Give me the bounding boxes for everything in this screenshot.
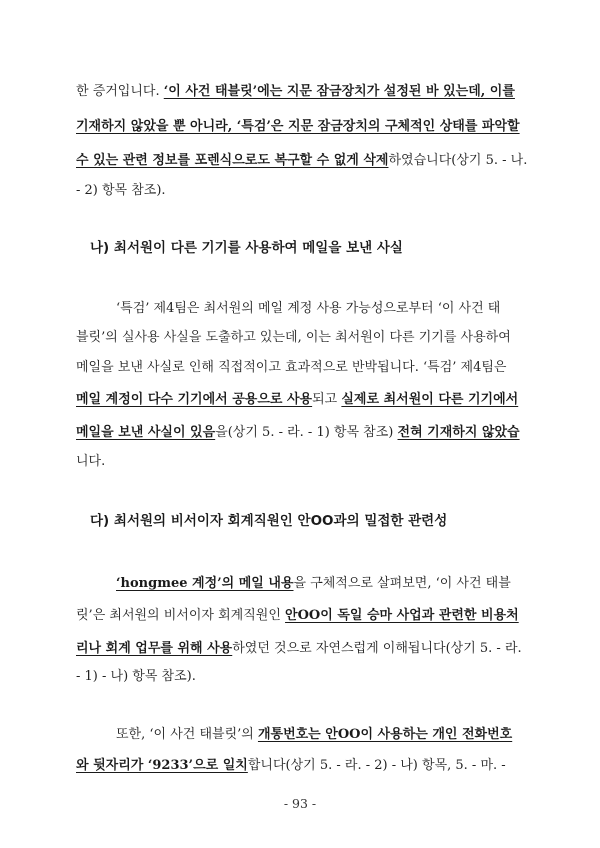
page-number: - 93 - bbox=[283, 796, 317, 811]
paragraph-line bbox=[76, 668, 196, 686]
emphasized-text: 기재하지 않았을 뿐 아니라, ‘특검’은 지문 잠금장치의 구체적인 상태를 파악할 bbox=[76, 119, 520, 134]
plain-text: - 1) - 나) 항목 참조). bbox=[76, 669, 196, 684]
paragraph-line bbox=[76, 453, 105, 471]
paragraph-line bbox=[76, 182, 166, 200]
paragraph-line bbox=[76, 329, 511, 347]
paragraph-line bbox=[76, 757, 506, 775]
plain-text: 릿’은 최서원의 비서이자 회계직원인 bbox=[76, 608, 286, 623]
paragraph-line bbox=[76, 391, 518, 409]
paragraph-line bbox=[76, 83, 515, 101]
plain-text: 되고 bbox=[312, 392, 342, 407]
paragraph-line bbox=[76, 640, 522, 658]
plain-text: 메일을 보낸 사실로 인해 직접적이고 효과적으로 반박됩니다. ‘특검’ 제4팀은 bbox=[76, 360, 507, 375]
paragraph-line bbox=[76, 607, 519, 625]
emphasized-text: 안OO이 독일 승마 사업과 관련한 비용처 bbox=[285, 608, 519, 623]
plain-text: 하였습니다(상기 5. - 나. bbox=[388, 153, 528, 168]
emphasized-text: ‘hongmee 계정’의 메일 내용 bbox=[116, 576, 294, 591]
plain-text: 하였던 것으로 자연스럽게 이해됩니다(상기 5. - 라. bbox=[232, 641, 522, 656]
paragraph-line bbox=[76, 424, 520, 442]
paragraph-line bbox=[116, 575, 511, 593]
emphasized-text: 전혀 기재하지 않았습 bbox=[397, 425, 520, 440]
plain-text: 한 증거입니다. bbox=[76, 84, 164, 99]
emphasized-text: 와 뒷자리가 ‘9233’으로 일치 bbox=[76, 758, 248, 773]
paragraph-line bbox=[76, 359, 506, 377]
emphasized-text: 메일 계정이 다수 기기에서 공용으로 사용 bbox=[76, 392, 313, 407]
emphasized-text: 메일을 보낸 사실이 있음 bbox=[76, 425, 216, 440]
paragraph-line bbox=[76, 118, 520, 136]
plain-text: 합니다(상기 5. - 라. - 2) - 나) 항목, 5. - 마. - bbox=[247, 758, 506, 773]
section-heading: 다) 최서원의 비서이자 회계직원인 안OO과의 밀접한 관련성 bbox=[90, 513, 448, 529]
plain-text: 또한, ‘이 사건 태블릿’의 bbox=[116, 727, 258, 742]
emphasized-text: 실제로 최서원이 다른 기기에서 bbox=[341, 392, 519, 407]
section-heading: 나) 최서원이 다른 기기를 사용하여 메일을 보낸 사실 bbox=[90, 240, 403, 256]
emphasized-text: ‘이 사건 태블릿’에는 지문 잠금장치가 설정된 바 있는데, 이를 bbox=[163, 84, 515, 99]
emphasized-text: 개통번호는 안OO이 사용하는 개인 전화번호 bbox=[257, 727, 513, 742]
emphasized-text: 수 있는 관련 정보를 포렌식으로도 복구할 수 없게 삭제 bbox=[76, 153, 389, 168]
plain-text: 니다. bbox=[76, 454, 106, 469]
plain-text: ‘특검’ 제4팀은 최서원의 메일 계정 사용 가능성으로부터 ‘이 사건 태 bbox=[116, 301, 501, 316]
paragraph-line bbox=[116, 726, 512, 744]
plain-text: - 2) 항목 참조). bbox=[76, 183, 166, 198]
paragraph-line bbox=[76, 152, 527, 170]
emphasized-text: 리나 회계 업무를 위해 사용 bbox=[76, 641, 233, 656]
plain-text: 을 구체적으로 살펴보면, ‘이 사건 태블 bbox=[293, 576, 511, 591]
plain-text: 을(상기 5. - 라. - 1) 항목 참조) bbox=[215, 425, 398, 440]
plain-text: 블릿’의 실사용 사실을 도출하고 있는데, 이는 최서원이 다른 기기를 사용하여 bbox=[76, 330, 511, 345]
paragraph-line bbox=[116, 300, 500, 318]
